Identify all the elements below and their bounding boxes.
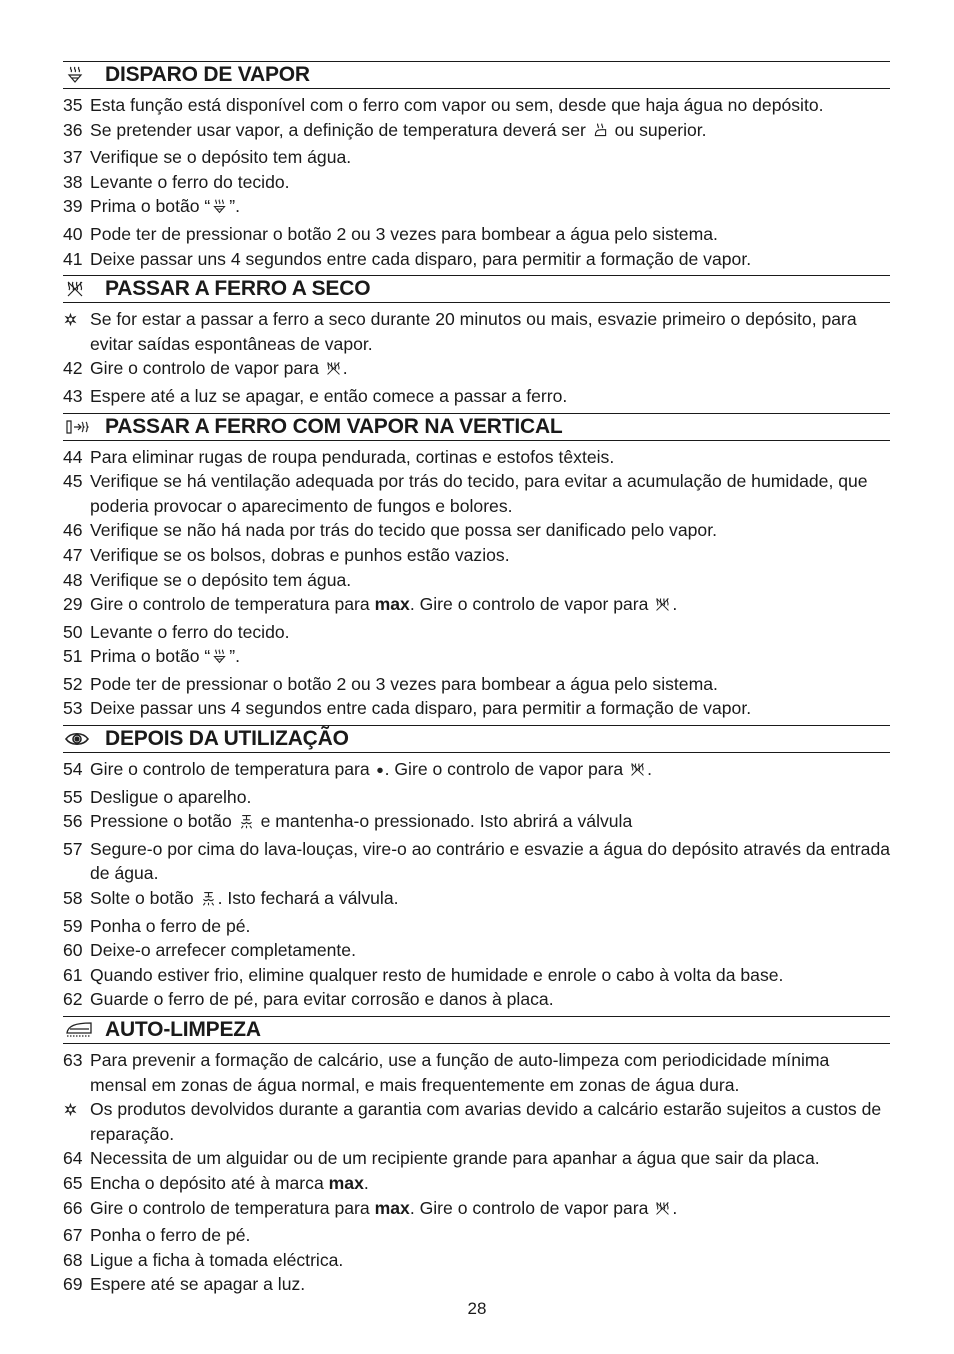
item-text (90, 356, 890, 384)
text-fragment: . (363, 1172, 369, 1193)
list-item (63, 757, 890, 785)
section-title: PASSAR A FERRO COM VAPOR NA VERTICAL (105, 414, 563, 438)
item-text (90, 644, 890, 672)
list-item (63, 469, 890, 518)
item-number: 55 (63, 786, 83, 807)
dot-icon (376, 760, 384, 785)
section (63, 413, 890, 726)
item-text (90, 222, 890, 247)
item-text (90, 1146, 890, 1171)
text-fragment: Necessita de um alguidar ou de um recipiente grande para apanhar a água que sair da placa. (90, 1148, 820, 1169)
text-fragment: Solte o botão (90, 888, 199, 909)
item-number: 67 (63, 1225, 83, 1246)
dry-iron-icon (654, 595, 671, 620)
text-fragment: ”. (229, 646, 241, 667)
list-item (63, 518, 890, 543)
item-number: 58 (63, 888, 83, 909)
text-fragment: Prima o botão “ (90, 196, 211, 217)
eye-icon (65, 728, 93, 750)
list-item (63, 445, 890, 470)
list-item (63, 356, 890, 384)
section-header (63, 413, 890, 441)
text-fragment: Deixe passar uns 4 segundos entre cada disparo, para permitir a formação de vapor. (90, 248, 752, 269)
list-item (63, 963, 890, 988)
text-fragment: Espere até se apagar a luz. (90, 1274, 306, 1295)
item-number: 65 (63, 1172, 83, 1193)
section-title: AUTO-LIMPEZA (105, 1018, 261, 1041)
list-item (63, 886, 890, 914)
item-text (90, 445, 890, 470)
steam-temp-icon (592, 121, 609, 146)
item-text (90, 568, 890, 593)
list-item (63, 644, 890, 672)
list-item (63, 938, 890, 963)
list-item (63, 672, 890, 697)
section-title: DEPOIS DA UTILIZAÇÃO (105, 727, 349, 751)
text-fragment: Deixe-o arrefecer completamente. (90, 940, 356, 961)
text-fragment: Pode ter de pressionar o botão 2 ou 3 vezes para bombear a água pelo sistema. (90, 223, 718, 244)
text-fragment: Quando estiver frio, elimine qualquer resto de humidade e enrole o cabo à volta da base. (90, 964, 784, 985)
item-number: 57 (63, 838, 83, 859)
manual-page (63, 61, 890, 1301)
item-number: 50 (63, 621, 83, 642)
item-text (90, 592, 890, 620)
item-text (90, 1048, 890, 1097)
item-text (90, 1196, 890, 1224)
list-item (63, 1048, 890, 1097)
text-fragment: Ponha o ferro de pé. (90, 1225, 251, 1246)
text-fragment: Ponha o ferro de pé. (90, 915, 251, 936)
soleplate-icon (65, 1019, 93, 1041)
list-item (63, 1248, 890, 1273)
item-number: 38 (63, 171, 83, 192)
item-number: 59 (63, 915, 83, 936)
section-header (63, 1016, 890, 1044)
text-fragment: Segure-o por cima do lava-louças, vire-o ao contrário e esvazie a água do depósito através da entrada de água. (90, 838, 891, 884)
item-text (90, 93, 890, 118)
item-text (90, 145, 890, 170)
item-number: 47 (63, 544, 83, 565)
text-fragment: Espere até a luz se apagar, e então comece a passar a ferro. (90, 385, 568, 406)
section-title: DISPARO DE VAPOR (105, 63, 310, 86)
list-item (63, 696, 890, 721)
text-fragment: . (672, 1197, 678, 1218)
text-fragment: . Gire o controlo de vapor para (409, 1197, 654, 1218)
item-text (90, 809, 890, 837)
section-items (63, 753, 890, 1016)
item-number: 44 (63, 446, 83, 467)
bold-text: max (328, 1172, 364, 1193)
item-number: 51 (63, 646, 83, 667)
list-item (63, 914, 890, 939)
list-item (63, 145, 890, 170)
text-fragment: Ligue a ficha à tomada eléctrica. (90, 1249, 344, 1270)
text-fragment: Guarde o ferro de pé, para evitar corrosão e danos à placa. (90, 989, 554, 1010)
item-text (90, 914, 890, 939)
item-text (90, 886, 890, 914)
dry-iron-icon (629, 760, 646, 785)
item-number: 46 (63, 520, 83, 541)
item-text (90, 1272, 890, 1297)
section-header (63, 725, 890, 753)
list-item (63, 247, 890, 272)
list-item (63, 222, 890, 247)
item-text (90, 1223, 890, 1248)
text-fragment: Pode ter de pressionar o botão 2 ou 3 vezes para bombear a água pelo sistema. (90, 673, 718, 694)
text-fragment: Deixe passar uns 4 segundos entre cada disparo, para permitir a formação de vapor. (90, 698, 752, 719)
text-fragment: . (342, 358, 348, 379)
list-item (63, 1272, 890, 1297)
section-header (63, 275, 890, 303)
item-text (90, 543, 890, 568)
steam-shot-icon (65, 64, 93, 86)
item-number: 63 (63, 1050, 83, 1070)
item-number: 48 (63, 569, 83, 590)
item-number: 68 (63, 1249, 83, 1270)
text-fragment: Encha o depósito até à marca (90, 1172, 329, 1193)
item-number: 66 (63, 1197, 83, 1218)
list-item (63, 987, 890, 1012)
item-number: 40 (63, 223, 83, 244)
item-number: 43 (63, 385, 83, 406)
item-text (90, 1248, 890, 1273)
dry-iron-icon (65, 278, 93, 300)
list-item (63, 568, 890, 593)
item-number: 69 (63, 1274, 83, 1295)
text-fragment: Gire o controlo de temperatura para (90, 1197, 375, 1218)
list-item (63, 93, 890, 118)
text-fragment: Para eliminar rugas de roupa pendurada, cortinas e estofos têxteis. (90, 446, 615, 467)
star-icon (63, 1097, 90, 1146)
item-number: 41 (63, 248, 83, 269)
text-fragment: Se for estar a passar a ferro a seco durante 20 minutos ou mais, esvazie primeiro o depósito, para evitar saídas espontâneas de vapor. (90, 309, 857, 354)
list-item (63, 307, 890, 356)
list-item (63, 1196, 890, 1224)
list-item (63, 118, 890, 146)
self-clean-button-icon (238, 812, 255, 837)
section (63, 725, 890, 1016)
item-number: 35 (63, 95, 83, 115)
bold-text: max (374, 594, 410, 615)
dry-iron-icon (654, 1199, 671, 1224)
list-item (63, 1146, 890, 1171)
page-number: 28 (467, 1299, 487, 1318)
text-fragment: Verifique se o depósito tem água. (90, 569, 352, 590)
text-fragment: . Gire o controlo de vapor para (409, 594, 654, 615)
text-fragment: Prima o botão “ (90, 646, 211, 667)
text-fragment: Verifique se o depósito tem água. (90, 147, 352, 168)
bold-text: max (374, 1197, 410, 1218)
item-number: 53 (63, 698, 83, 719)
item-text (90, 194, 890, 222)
item-number: 56 (63, 811, 83, 832)
list-item (63, 620, 890, 645)
vertical-steam-icon (65, 416, 93, 438)
section (63, 61, 890, 275)
item-text (90, 518, 890, 543)
list-item (63, 785, 890, 810)
item-number: 60 (63, 940, 83, 961)
text-fragment: Verifique se os bolsos, dobras e punhos estão vazios. (90, 544, 510, 565)
text-fragment: Para prevenir a formação de calcário, use a função de auto-limpeza com periodicidade mínima mensal em zonas de água normal, e mais frequentemente em zonas de água dura. (90, 1050, 830, 1095)
self-clean-button-icon (200, 889, 217, 914)
list-item (63, 809, 890, 837)
section-items (63, 441, 890, 726)
item-number: 36 (63, 119, 83, 140)
item-text (90, 247, 890, 272)
item-text (90, 963, 890, 988)
text-fragment: . Gire o controlo de vapor para (384, 759, 629, 780)
item-text (90, 170, 890, 195)
item-text (90, 620, 890, 645)
item-number: 29 (63, 594, 83, 615)
section-items (63, 89, 890, 275)
steam-shot-icon (211, 647, 228, 672)
section-title: PASSAR A FERRO A SECO (105, 277, 371, 301)
item-number: 45 (63, 471, 83, 492)
section (63, 275, 890, 412)
text-fragment: ou superior. (609, 119, 707, 140)
text-fragment: e mantenha-o pressionado. Isto abrirá a válvula (255, 811, 633, 832)
star-icon (63, 307, 90, 356)
section (63, 1016, 890, 1301)
text-fragment: Se pretender usar vapor, a definição de temperatura deverá ser (90, 119, 591, 140)
item-text (90, 1097, 890, 1146)
item-text (90, 672, 890, 697)
item-number: 54 (63, 759, 83, 780)
text-fragment: Verifique se não há nada por trás do tecido que possa ser danificado pelo vapor. (90, 520, 717, 541)
section-items (63, 1044, 890, 1301)
steam-shot-icon (211, 197, 228, 222)
item-number: 52 (63, 673, 83, 694)
list-item (63, 170, 890, 195)
list-item (63, 592, 890, 620)
dry-iron-icon (325, 359, 342, 384)
item-text (90, 757, 890, 785)
list-item (63, 1223, 890, 1248)
text-fragment: Esta função está disponível com o ferro com vapor ou sem, desde que haja água no depósito. (90, 95, 824, 115)
text-fragment: Desligue o aparelho. (90, 786, 252, 807)
text-fragment: . (672, 594, 678, 615)
text-fragment: Pressione o botão (90, 811, 237, 832)
item-number: 64 (63, 1148, 83, 1169)
item-number: 62 (63, 989, 83, 1010)
item-text (90, 469, 890, 518)
item-text (90, 938, 890, 963)
item-text (90, 307, 890, 356)
list-item (63, 1171, 890, 1196)
list-item (63, 837, 890, 886)
item-text (90, 384, 890, 409)
text-fragment: ”. (229, 196, 241, 217)
text-fragment: Os produtos devolvidos durante a garantia com avarias devido a calcário estarão sujeitos a custos de reparação. (90, 1099, 882, 1144)
text-fragment: Verifique se há ventilação adequada por trás do tecido, para evitar a acumulação de humidade, que poderia provocar o aparecimento de fungos e bolores. (90, 471, 868, 516)
item-text (90, 118, 890, 146)
item-text (90, 1171, 890, 1196)
text-fragment: . Isto fechará a válvula. (217, 888, 399, 909)
text-fragment: Levante o ferro do tecido. (90, 171, 290, 192)
text-fragment: Gire o controlo de vapor para (90, 358, 324, 379)
item-text (90, 696, 890, 721)
item-number: 37 (63, 147, 83, 168)
list-item (63, 194, 890, 222)
item-number: 61 (63, 964, 83, 985)
text-fragment: Levante o ferro do tecido. (90, 621, 290, 642)
section-header (63, 61, 890, 89)
item-text (90, 785, 890, 810)
section-items (63, 303, 890, 412)
text-fragment: Gire o controlo de temperatura para (90, 759, 375, 780)
text-fragment: . (647, 759, 652, 780)
list-item (63, 1097, 890, 1146)
list-item (63, 384, 890, 409)
item-text (90, 837, 890, 886)
item-number: 39 (63, 196, 83, 217)
text-fragment: Gire o controlo de temperatura para (90, 594, 375, 615)
item-number: 42 (63, 358, 83, 379)
list-item (63, 543, 890, 568)
item-text (90, 987, 890, 1012)
